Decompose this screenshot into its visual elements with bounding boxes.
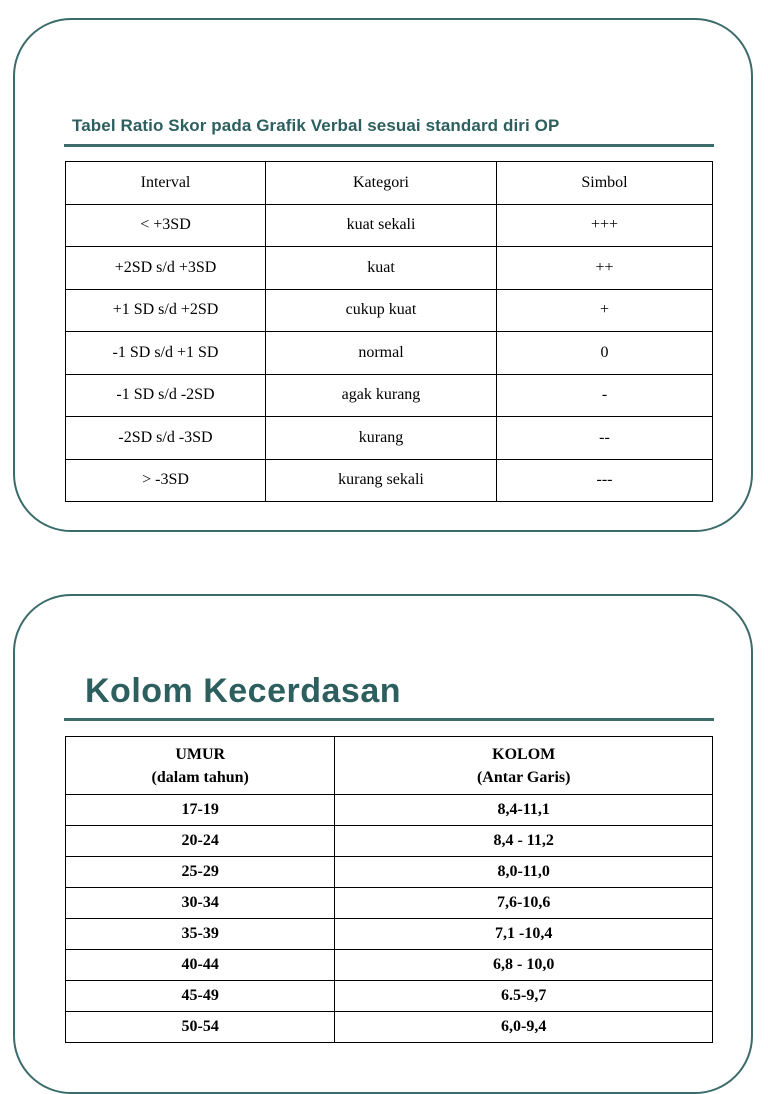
table-header-row <box>66 162 713 205</box>
table-row <box>66 1012 713 1043</box>
header-kolom <box>335 737 713 795</box>
cell-simbol: - <box>497 374 713 417</box>
table-row <box>66 888 713 919</box>
cell-simbol: +++ <box>497 204 713 247</box>
cell-kategori: agak kurang <box>266 374 497 417</box>
cell-umur: 17-19 <box>66 795 335 826</box>
header-interval: Interval <box>66 162 266 205</box>
header-kategori: Kategori <box>266 162 497 205</box>
slide-kolom-kecerdasan <box>13 594 753 1094</box>
cell-kategori: normal <box>266 332 497 375</box>
cell-kategori: kurang <box>266 417 497 460</box>
table-row <box>66 981 713 1012</box>
cell-kolom: 6,0-9,4 <box>335 1012 713 1043</box>
table-row <box>66 950 713 981</box>
cell-simbol: + <box>497 289 713 332</box>
cell-simbol: 0 <box>497 332 713 375</box>
cell-kolom: 7,6-10,6 <box>335 888 713 919</box>
cell-umur: 50-54 <box>66 1012 335 1043</box>
table-row <box>66 795 713 826</box>
table-row <box>66 204 713 247</box>
title-underline <box>64 718 714 721</box>
cell-umur: 40-44 <box>66 950 335 981</box>
cell-kategori: kuat <box>266 247 497 290</box>
table-row <box>66 857 713 888</box>
cell-simbol: -- <box>497 417 713 460</box>
table-row <box>66 459 713 502</box>
table-header-row <box>66 737 713 795</box>
ratio-score-table <box>65 161 713 502</box>
cell-simbol: --- <box>497 459 713 502</box>
cell-kategori: kurang sekali <box>266 459 497 502</box>
table-row <box>66 417 713 460</box>
header-umur-sub: (dalam tahun) <box>151 768 249 786</box>
cell-kategori: cukup kuat <box>266 289 497 332</box>
cell-kolom: 7,1 -10,4 <box>335 919 713 950</box>
header-umur <box>66 737 335 795</box>
cell-interval: -1 SD s/d +1 SD <box>66 332 266 375</box>
header-umur-label: UMUR <box>175 745 226 763</box>
cell-kolom: 6.5-9,7 <box>335 981 713 1012</box>
cell-interval: > -3SD <box>66 459 266 502</box>
table-row <box>66 247 713 290</box>
header-kolom-sub: (Antar Garis) <box>476 768 571 786</box>
table-row <box>66 332 713 375</box>
kolom-kecerdasan-table <box>65 736 713 1043</box>
table-row <box>66 919 713 950</box>
table-row <box>66 289 713 332</box>
slide-title: Kolom Kecerdasan <box>85 672 401 710</box>
title-underline <box>64 144 714 147</box>
cell-simbol: ++ <box>497 247 713 290</box>
cell-kolom: 8,4 - 11,2 <box>335 826 713 857</box>
cell-kolom: 6,8 - 10,0 <box>335 950 713 981</box>
slide-ratio-table <box>13 18 753 532</box>
cell-interval: +2SD s/d +3SD <box>66 247 266 290</box>
slide-title: Tabel Ratio Skor pada Grafik Verbal sesuai standard diri OP <box>72 116 560 135</box>
cell-umur: 25-29 <box>66 857 335 888</box>
cell-umur: 35-39 <box>66 919 335 950</box>
cell-interval: -1 SD s/d -2SD <box>66 374 266 417</box>
table-row <box>66 826 713 857</box>
cell-umur: 30-34 <box>66 888 335 919</box>
cell-umur: 45-49 <box>66 981 335 1012</box>
cell-kolom: 8,0-11,0 <box>335 857 713 888</box>
header-simbol: Simbol <box>497 162 713 205</box>
header-kolom-label: KOLOM <box>492 745 556 763</box>
cell-interval: +1 SD s/d +2SD <box>66 289 266 332</box>
cell-interval: < +3SD <box>66 204 266 247</box>
cell-kategori: kuat sekali <box>266 204 497 247</box>
table-row <box>66 374 713 417</box>
cell-umur: 20-24 <box>66 826 335 857</box>
cell-kolom: 8,4-11,1 <box>335 795 713 826</box>
cell-interval: -2SD s/d -3SD <box>66 417 266 460</box>
